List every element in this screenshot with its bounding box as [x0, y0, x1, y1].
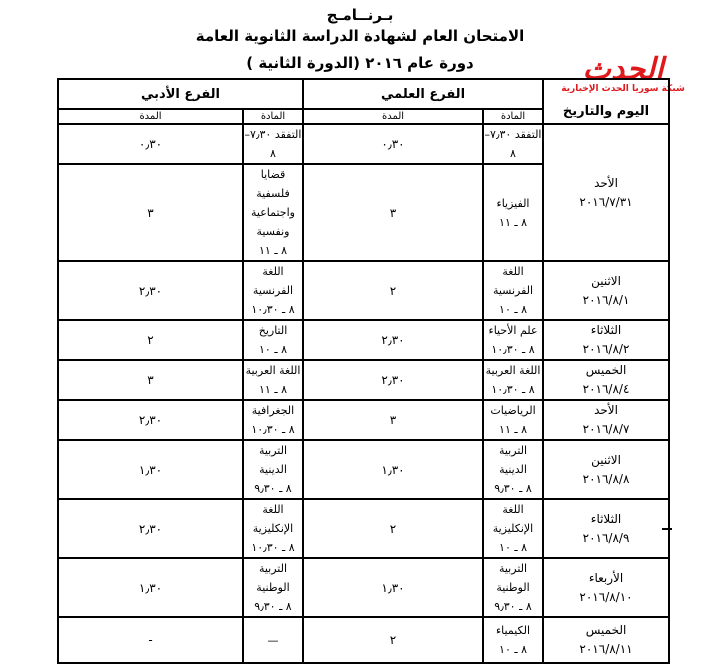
sci-exam-time: ٨ ـ ١٠	[499, 541, 527, 554]
lit-subject-name: التربية الوطنية	[256, 562, 290, 594]
sci-duration-cell: ٢	[303, 261, 483, 320]
sci-subject-cell	[483, 124, 543, 164]
sci-exam-time: ٨ ـ ٩٫٣٠	[494, 482, 532, 495]
exam-date: ٢٠١٦/٨/٩	[582, 530, 630, 545]
table-row	[58, 360, 669, 400]
sci-subject-name: الفيزياء	[496, 196, 530, 210]
sci-subject-cell	[483, 499, 543, 558]
logo-mark: الحدث	[582, 52, 664, 87]
sci-subject-cell	[483, 261, 543, 320]
lit-subject-cell	[243, 360, 303, 400]
sci-subject-cell	[483, 440, 543, 499]
lit-duration-cell: ٢٫٣٠	[58, 499, 243, 558]
sci-subject-name: الرياضيات	[490, 404, 536, 417]
program-title: بـرنــامـج	[326, 6, 394, 24]
lit-subject-cell	[243, 400, 303, 440]
sci-duration-col-header: المدة	[303, 109, 483, 124]
scientific-branch-header: الفرع العلمي	[303, 79, 543, 109]
corner-mark	[662, 528, 672, 530]
sci-subject-cell	[483, 400, 543, 440]
table-row	[58, 124, 669, 164]
sci-subject-name: التربية الدينية	[498, 444, 528, 476]
table-row	[58, 499, 669, 558]
lit-exam-time: ٨ ـ ١٠٫٣٠	[251, 303, 295, 316]
day-date-cell	[543, 320, 669, 360]
sci-subject-cell	[483, 360, 543, 400]
day-date-header: اليوم والتاريخ	[543, 79, 669, 124]
table-row	[58, 617, 669, 663]
lit-subject-name: اللغة العربية	[245, 364, 301, 377]
sci-subject-cell	[483, 558, 543, 617]
exam-date: ٢٠١٦/٨/١٠	[579, 589, 633, 604]
table-row	[58, 558, 669, 617]
day-date-cell	[543, 617, 669, 663]
sci-duration-cell: ١٫٣٠	[303, 440, 483, 499]
lit-subject-name: التربية الدينية	[258, 444, 288, 476]
lit-duration-cell: ٠٫٣٠	[58, 124, 243, 164]
day-date-cell	[543, 400, 669, 440]
day-date-cell	[543, 440, 669, 499]
lit-subject-name: قضايا فلسفية واجتماعية ونفسية	[251, 168, 295, 238]
lit-subject-name: اللغة الفرنسية	[252, 265, 294, 297]
sci-exam-time: ٨ ـ ١١	[499, 423, 527, 436]
lit-subject-cell	[243, 558, 303, 617]
lit-exam-time: ٨ ـ ٩٫٣٠	[254, 600, 292, 613]
day-name: الاثنين	[591, 452, 621, 467]
day-name: الثلاثاء	[590, 511, 622, 526]
sci-subject-name: الكيمياء	[496, 624, 531, 637]
day-name: الخميس	[585, 623, 627, 637]
sci-exam-time: ٨ ـ ١٠	[499, 643, 527, 656]
sci-subject-name: اللغة الإنكليزية	[492, 503, 534, 535]
lit-subject-cell	[243, 499, 303, 558]
exam-date: ٢٠١٦/٨/١	[582, 292, 630, 307]
lit-subject-cell	[243, 164, 303, 261]
lit-subject-name: —	[267, 633, 279, 647]
sci-subject-name: التفقد ٧٫٣٠–٨	[484, 128, 542, 160]
lit-subject-cell	[243, 124, 303, 164]
lit-subject-cell	[243, 320, 303, 360]
exam-date: ٢٠١٦/٨/١١	[579, 642, 633, 656]
sci-exam-time: ٨ ـ ١٠	[499, 303, 527, 316]
lit-exam-time: ٨ ـ ١٠٫٣٠	[251, 423, 295, 436]
sci-exam-time: ٨ ـ ١٠٫٣٠	[491, 343, 535, 356]
table-row	[58, 261, 669, 320]
lit-duration-cell: ٢٫٣٠	[58, 400, 243, 440]
exam-date: ٢٠١٦/٨/٢	[582, 342, 630, 356]
literary-branch-header: الفرع الأدبي	[58, 79, 303, 109]
exam-date: ٢٠١٦/٨/٧	[582, 422, 630, 436]
sci-subject-cell	[483, 164, 543, 261]
lit-subject-name: اللغة الإنكليزية	[252, 503, 294, 535]
sci-duration-cell: ٣	[303, 400, 483, 440]
lit-exam-time: ٨ ـ ١٠	[259, 343, 287, 356]
sci-duration-cell: ٠٫٣٠	[303, 124, 483, 164]
lit-duration-cell: ٣	[58, 164, 243, 261]
day-name: الأربعاء	[588, 570, 624, 585]
day-name: الأحد	[594, 403, 618, 417]
session-title: دورة عام ٢٠١٦ (الدورة الثانية )	[246, 54, 474, 72]
lit-exam-time: ٨ ـ ١١	[259, 244, 287, 257]
sci-duration-cell: ١٫٣٠	[303, 558, 483, 617]
lit-subject-cell	[243, 261, 303, 320]
lit-exam-time: ٨ ـ ٩٫٣٠	[254, 482, 292, 495]
day-name: الثلاثاء	[590, 323, 622, 337]
sci-subject-cell	[483, 320, 543, 360]
sci-duration-cell: ٢	[303, 499, 483, 558]
sci-subject-name: اللغة العربية	[485, 364, 541, 377]
lit-exam-time: ٨ ـ ١١	[259, 383, 287, 396]
sci-exam-time: ٨ ـ ٩٫٣٠	[494, 600, 532, 613]
sci-duration-cell: ٢٫٣٠	[303, 320, 483, 360]
lit-duration-col-header: المدة	[58, 109, 243, 124]
lit-duration-cell: ١٫٣٠	[58, 558, 243, 617]
exam-date: ٢٠١٦/٨/٤	[582, 382, 630, 396]
sci-exam-time: ٨ ـ ١٠٫٣٠	[491, 383, 535, 396]
sci-subject-name: اللغة الفرنسية	[492, 265, 534, 297]
day-name: الخميس	[585, 363, 627, 377]
lit-subject-name: التاريخ	[258, 324, 288, 337]
logo-subtitle: شبكة سوريا الحدث الإخبارية	[561, 84, 685, 94]
exam-date: ٢٠١٦/٧/٣١	[579, 194, 633, 209]
sci-subject-col-header: المادة	[483, 109, 543, 124]
exam-title: الامتحان العام لشهادة الدراسة الثانوية العامة	[195, 27, 525, 45]
sci-duration-cell: ٣	[303, 164, 483, 261]
day-date-cell	[543, 499, 669, 558]
exam-date: ٢٠١٦/٨/٨	[582, 471, 630, 486]
lit-subject-col-header: المادة	[243, 109, 303, 124]
day-date-cell	[543, 360, 669, 400]
lit-duration-cell: ٣	[58, 360, 243, 400]
lit-duration-cell: ٢	[58, 320, 243, 360]
day-name: الأحد	[594, 175, 618, 190]
day-date-cell	[543, 261, 669, 320]
sci-duration-cell: ٢٫٣٠	[303, 360, 483, 400]
table-row	[58, 440, 669, 499]
table-row	[58, 320, 669, 360]
sci-duration-cell: ٢	[303, 617, 483, 663]
table-row	[58, 400, 669, 440]
lit-duration-cell: ١٫٣٠	[58, 440, 243, 499]
day-name: الاثنين	[591, 273, 621, 288]
lit-subject-cell	[243, 617, 303, 663]
lit-subject-name: الجغرافية	[251, 404, 295, 417]
sci-subject-cell	[483, 617, 543, 663]
lit-subject-cell	[243, 440, 303, 499]
lit-duration-cell: ٢٫٣٠	[58, 261, 243, 320]
sci-subject-name: التربية الوطنية	[496, 562, 530, 594]
schedule-body	[58, 124, 669, 663]
lit-exam-time: ٨ ـ ١٠٫٣٠	[251, 541, 295, 554]
lit-duration-cell: -	[58, 617, 243, 663]
day-date-cell	[543, 124, 669, 261]
sci-exam-time: ٨ ـ ١١	[499, 215, 527, 229]
exam-schedule-table	[57, 78, 670, 664]
day-date-cell	[543, 558, 669, 617]
lit-subject-name: التفقد ٧٫٣٠–٨	[244, 128, 302, 160]
sci-subject-name: علم الأحياء	[488, 324, 538, 337]
